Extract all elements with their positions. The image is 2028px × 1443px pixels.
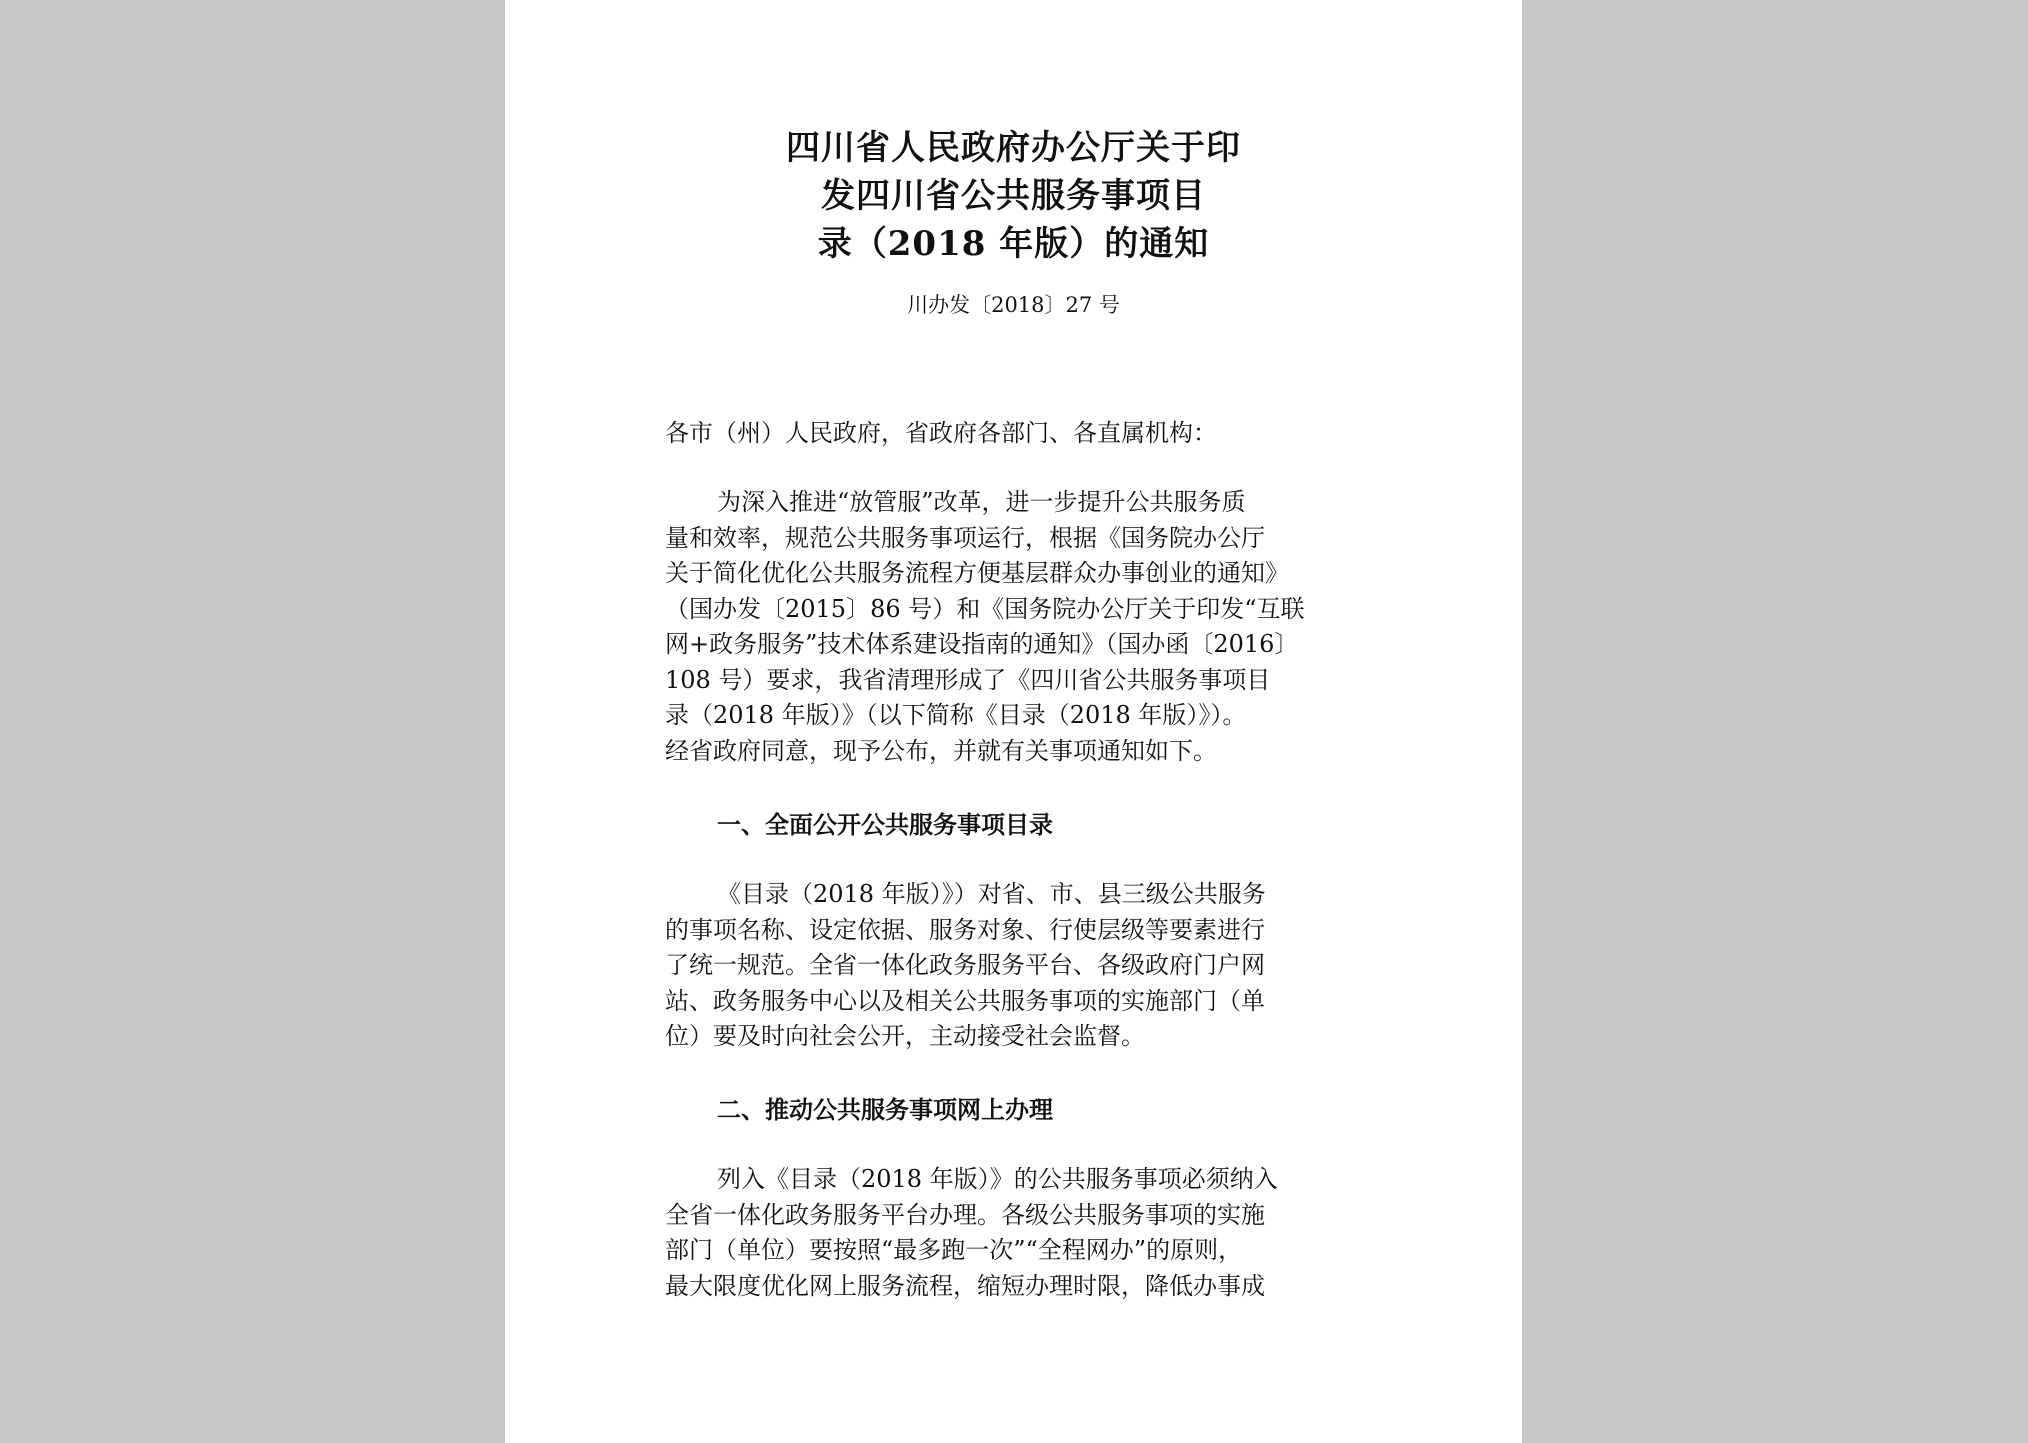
paragraph-line: 站、政务服务中心以及相关公共服务事项的实施部门（单 — [665, 986, 1265, 1015]
paragraph-line: 网+政务服务”技术体系建设指南的通知》（国办函〔2016〕 — [665, 630, 1299, 658]
section-2-heading: 二、推动公共服务事项网上办理 — [717, 1095, 1053, 1124]
paragraph-line: 录（2018 年版）》（以下简称《目录（2018 年版）》）。 — [665, 701, 1247, 729]
paragraph-line: 经省政府同意，现予公布，并就有关事项通知如下。 — [665, 736, 1217, 765]
paragraph-line: 关于简化优化公共服务流程方便基层群众办事创业的通知》 — [665, 559, 1289, 587]
document-number: 川办发〔2018〕27 号 — [907, 293, 1120, 317]
paragraph-line: 位）要及时向社会公开，主动接受社会监督。 — [665, 1022, 1145, 1050]
section-1-heading: 一、全面公开公共服务事项目录 — [717, 810, 1053, 839]
paragraph-line: 为深入推进“放管服”改革，进一步提升公共服务质 — [717, 488, 1246, 516]
paragraph-line: 108 号）要求，我省清理形成了《四川省公共服务事项目 — [665, 665, 1271, 694]
document-title — [505, 124, 1522, 268]
paragraph-line: 列入《目录（2018 年版）》的公共服务事项必须纳入 — [717, 1165, 1278, 1193]
title-line: 四川省人民政府办公厅关于印 — [786, 128, 1241, 168]
salutation — [665, 416, 1385, 452]
paragraph-line: 的事项名称、设定依据、服务对象、行使层级等要素进行 — [665, 915, 1265, 944]
paragraph-line: 了统一规范。全省一体化政务服务平台、各级政府门户网 — [665, 951, 1265, 979]
paragraph-line: 最大限度优化网上服务流程，缩短办理时限，降低办事成 — [665, 1271, 1265, 1300]
salutation-line: 各市（州）人民政府，省政府各部门、各直属机构： — [665, 419, 1217, 447]
title-line: 发四川省公共服务事项目 — [821, 176, 1206, 216]
paragraph-line: 部门（单位）要按照“最多跑一次”“全程网办”的原则， — [665, 1236, 1243, 1264]
intro-paragraph — [665, 485, 1385, 769]
paragraph-line: （国办发〔2015〕86 号）和《国务院办公厅关于印发“互联 — [665, 594, 1305, 623]
paragraph-line: 量和效率，规范公共服务事项运行，根据《国务院办公厅 — [665, 523, 1265, 552]
section-1-paragraph — [665, 877, 1385, 1055]
title-line: 录（2018 年版）的通知 — [817, 224, 1210, 264]
section-2-paragraph — [665, 1162, 1385, 1304]
paragraph-line: 《目录（2018 年版）》）对省、市、县三级公共服务 — [717, 880, 1266, 908]
paragraph-line: 全省一体化政务服务平台办理。各级公共服务事项的实施 — [665, 1200, 1265, 1229]
document-page — [505, 0, 1522, 1443]
